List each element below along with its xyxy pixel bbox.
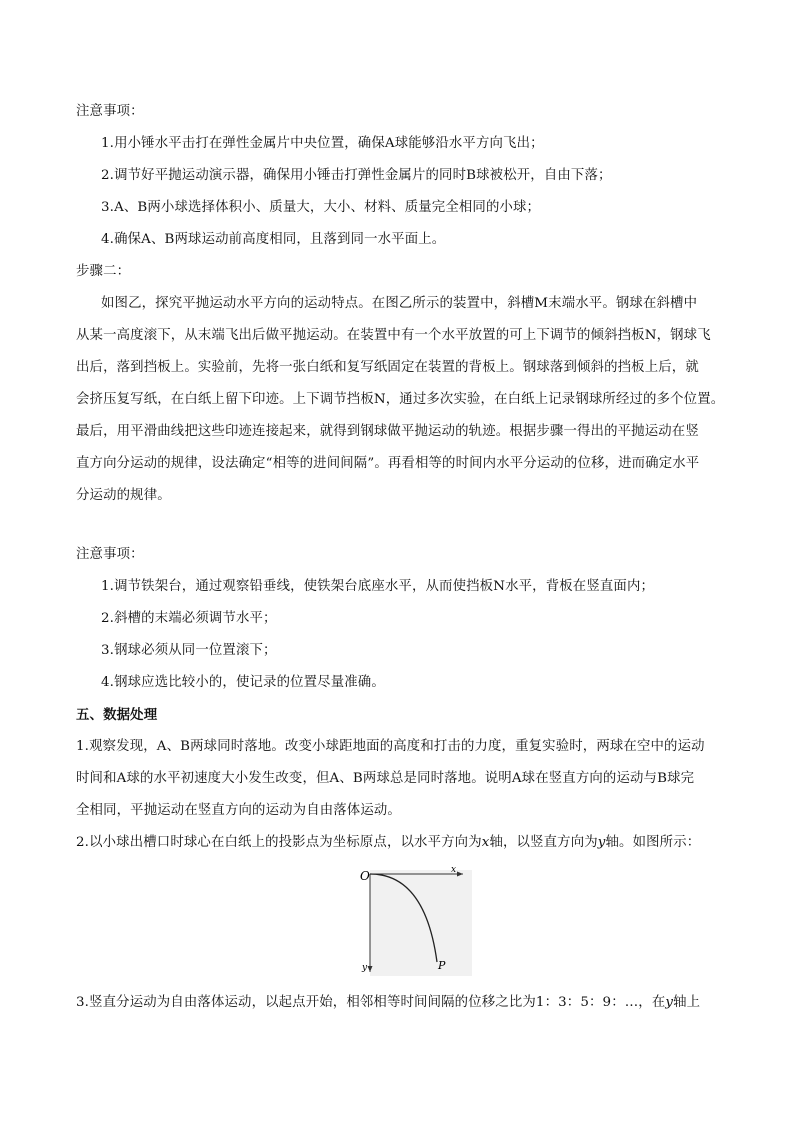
paragraph-line: 最后，用平滑曲线把这些印迹连接起来，就得到钢球做平抛运动的轨迹。根据步骤一得出的平抛运动在竖 <box>76 424 699 439</box>
paragraph-line-coords <box>76 833 700 853</box>
math-y: y <box>665 995 674 1010</box>
paragraph-line: 从某一高度滚下，从末端飞出后做平抛运动。在装置中有一个水平放置的可上下调节的倾斜挡板N，钢球飞 <box>76 328 711 343</box>
note-item: 4.确保A、B两球运动前高度相同，且落到同一水平面上。 <box>101 232 446 247</box>
paragraph-line: 时间和A球的水平初速度大小发生改变，但A、B两球总是同时落地。说明A球在竖直方向的运动与B球完 <box>76 771 695 786</box>
text-run: 轴。如图所示： <box>605 835 701 850</box>
paragraph-line: 直方向分运动的规律，设法确定“相等的进间间隔”。再看相等的时间内水平分运动的位移，进而确定水平 <box>76 456 700 471</box>
note-item: 1.调节铁架台，通过观察铅垂线，使铁架台底座水平，从而使挡板N水平，背板在竖直面内； <box>101 579 655 594</box>
origin-label: O <box>360 869 370 883</box>
paragraph-line: 出后，落到挡板上。实验前，先将一张白纸和复写纸固定在装置的背板上。钢球落到倾斜的挡板上后，就 <box>76 360 699 375</box>
figure-background <box>370 870 472 976</box>
paragraph-line-ratio <box>76 993 700 1013</box>
note-item: 3.钢球必须从同一位置滚下； <box>101 643 277 658</box>
math-x: x <box>481 835 490 850</box>
note-item: 2.调节好平抛运动演示器，确保用小锤击打弹性金属片的同时B球被松开，自由下落； <box>101 168 612 183</box>
paragraph-line: 会挤压复写纸，在白纸上留下印迹。上下调节挡板N，通过多次实验，在白纸上记录钢球所经过的多个位置。 <box>76 392 725 407</box>
paragraph-line: 全相同，平抛运动在竖直方向的运动为自由落体运动。 <box>76 803 401 818</box>
text-run: 2.以小球出槽口时球心在白纸上的投影点为坐标原点，以水平方向为 <box>76 835 482 850</box>
note-item: 3.A、B两小球选择体积小、质量大，大小、材料、质量完全相同的小球； <box>101 200 541 215</box>
note-item: 2.斜槽的末端必须调节水平； <box>101 611 277 626</box>
x-axis-label: x <box>451 865 457 875</box>
text-run: 轴上 <box>673 995 701 1010</box>
math-y: y <box>597 835 606 850</box>
note-item: 1.用小锤水平击打在弹性金属片中央位置，确保A球能够沿水平方向飞出； <box>101 136 544 151</box>
note-item: 4.钢球应选比较小的，使记录的位置尽量准确。 <box>101 675 385 690</box>
trajectory-diagram <box>345 862 475 978</box>
point-label: P <box>438 959 446 972</box>
text-run: 轴，以竖直方向为 <box>489 835 598 850</box>
trajectory-figure <box>345 862 475 978</box>
paragraph-line: 1.观察发现，A、B两球同时落地。改变小球距地面的高度和打击的力度，重复实验时，两球在空中的运动 <box>76 739 705 754</box>
text-run: 3.竖直分运动为自由落体运动，以起点开始，相邻相等时间间隔的位移之比为1：3：5：9：…，在 <box>76 995 666 1010</box>
step2-heading: 步骤二： <box>76 264 131 279</box>
section-heading: 五、数据处理 <box>76 707 158 723</box>
paragraph-line: 如图乙，探究平抛运动水平方向的运动特点。在图乙所示的装置中，斜槽M末端水平。钢球在斜槽中 <box>101 296 698 311</box>
paragraph-line: 分运动的规律。 <box>76 488 171 503</box>
notes-heading-2: 注意事项： <box>76 547 144 562</box>
notes-heading-1: 注意事项： <box>76 104 144 119</box>
y-axis-label: y <box>362 963 368 973</box>
